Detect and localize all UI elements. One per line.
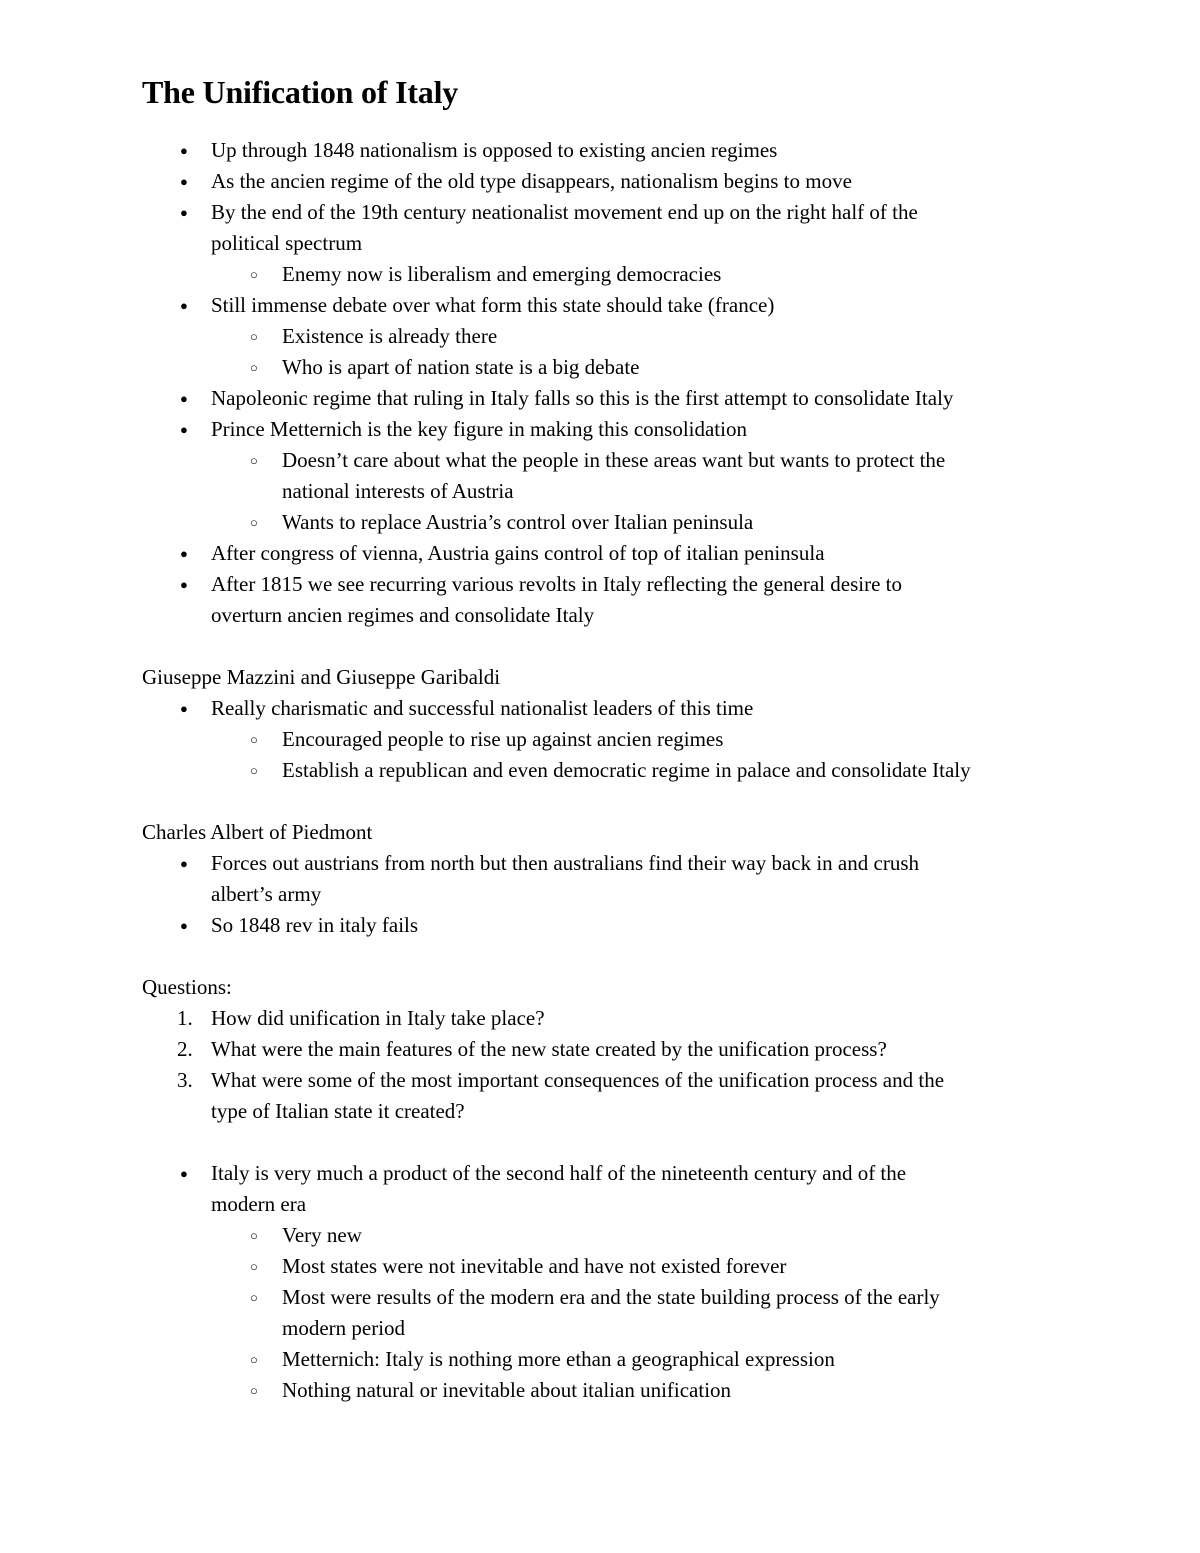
- bullet-item: [142, 569, 1102, 600]
- section-mazzini-garibaldi: [142, 693, 1102, 786]
- continuation-line: [142, 1189, 1102, 1220]
- filled-bullet-icon: ●: [180, 422, 188, 437]
- bullet-item: [142, 259, 1102, 290]
- item-text: How did unification in Italy take place?: [211, 1006, 545, 1030]
- hollow-bullet-icon: ○: [250, 329, 258, 344]
- item-text: type of Italian state it created?: [211, 1099, 465, 1123]
- spacer: [142, 941, 1102, 972]
- item-text: Up through 1848 nationalism is opposed to existing ancien regimes: [211, 138, 778, 162]
- item-text: As the ancien regime of the old type disappears, nationalism begins to move: [211, 169, 852, 193]
- item-text: national interests of Austria: [282, 479, 514, 503]
- item-text: Establish a republican and even democratic regime in palace and consolidate Italy: [282, 758, 971, 782]
- section-questions: [142, 1003, 1102, 1127]
- section-heading-charles-albert: Charles Albert of Piedmont: [142, 820, 373, 844]
- filled-bullet-icon: ●: [180, 1166, 188, 1181]
- bullet-item: [142, 1282, 1102, 1313]
- filled-bullet-icon: ●: [180, 143, 188, 158]
- item-text: Metternich: Italy is nothing more ethan a geographical expression: [282, 1347, 835, 1371]
- filled-bullet-icon: ●: [180, 174, 188, 189]
- continuation-line: [142, 228, 1102, 259]
- bullet-item: [142, 910, 1102, 941]
- item-text: Still immense debate over what form this state should take (france): [211, 293, 775, 317]
- hollow-bullet-icon: ○: [250, 1259, 258, 1274]
- item-text: Very new: [282, 1223, 362, 1247]
- bullet-item: [142, 352, 1102, 383]
- item-text: Really charismatic and successful nationalist leaders of this time: [211, 696, 754, 720]
- continuation-line: [142, 879, 1102, 910]
- bullet-item: [142, 445, 1102, 476]
- filled-bullet-icon: ●: [180, 856, 188, 871]
- hollow-bullet-icon: ○: [250, 1290, 258, 1305]
- numbered-item: [142, 1065, 1102, 1096]
- numbered-item: [142, 1034, 1102, 1065]
- continuation-line: [142, 1096, 1102, 1127]
- list-number: 1.: [177, 1006, 193, 1030]
- item-text: modern period: [282, 1316, 406, 1340]
- bullet-item: [142, 321, 1102, 352]
- bullet-item: [142, 1375, 1102, 1406]
- item-text: Napoleonic regime that ruling in Italy falls so this is the first attempt to consolidate Italy: [211, 386, 954, 410]
- hollow-bullet-icon: ○: [250, 763, 258, 778]
- hollow-bullet-icon: ○: [250, 732, 258, 747]
- item-text: Encouraged people to rise up against ancien regimes: [282, 727, 724, 751]
- item-text: Italy is very much a product of the second half of the nineteenth century and of the: [211, 1161, 907, 1185]
- bullet-item: [142, 414, 1102, 445]
- filled-bullet-icon: ●: [180, 391, 188, 406]
- item-text: modern era: [211, 1192, 307, 1216]
- section-italy-modern-era: [142, 1158, 1102, 1406]
- hollow-bullet-icon: ○: [250, 453, 258, 468]
- filled-bullet-icon: ●: [180, 546, 188, 561]
- hollow-bullet-icon: ○: [250, 267, 258, 282]
- bullet-item: [142, 1344, 1102, 1375]
- bullet-item: [142, 197, 1102, 228]
- continuation-line: [142, 1313, 1102, 1344]
- item-text: albert’s army: [211, 882, 322, 906]
- item-text: So 1848 rev in italy fails: [211, 913, 419, 937]
- item-text: Enemy now is liberalism and emerging democracies: [282, 262, 722, 286]
- spacer: [142, 1127, 1102, 1158]
- document-title: The Unification of Italy: [142, 74, 459, 110]
- filled-bullet-icon: ●: [180, 298, 188, 313]
- numbered-item: [142, 1003, 1102, 1034]
- hollow-bullet-icon: ○: [250, 360, 258, 375]
- item-text: Most were results of the modern era and the state building process of the early: [282, 1285, 940, 1309]
- hollow-bullet-icon: ○: [250, 1383, 258, 1398]
- continuation-line: [142, 476, 1102, 507]
- list-number: 2.: [177, 1037, 193, 1061]
- section-heading-questions: Questions:: [142, 975, 232, 999]
- filled-bullet-icon: ●: [180, 918, 188, 933]
- bullet-item: [142, 755, 1102, 786]
- item-text: Most states were not inevitable and have not existed forever: [282, 1254, 787, 1278]
- item-text: Nothing natural or inevitable about italian unification: [282, 1378, 732, 1402]
- list-number: 3.: [177, 1068, 193, 1092]
- item-text: Forces out austrians from north but then australians find their way back in and crush: [211, 851, 919, 875]
- bullet-item: [142, 507, 1102, 538]
- hollow-bullet-icon: ○: [250, 515, 258, 530]
- filled-bullet-icon: ●: [180, 701, 188, 716]
- bullet-item: [142, 1158, 1102, 1189]
- item-text: After congress of vienna, Austria gains control of top of italian peninsula: [211, 541, 825, 565]
- spacer: [142, 786, 1102, 817]
- item-text: What were the main features of the new state created by the unification process?: [211, 1037, 887, 1061]
- hollow-bullet-icon: ○: [250, 1228, 258, 1243]
- spacer: [142, 631, 1102, 662]
- continuation-line: [142, 600, 1102, 631]
- bullet-item: [142, 166, 1102, 197]
- item-text: Doesn’t care about what the people in these areas want but wants to protect the: [282, 448, 946, 472]
- bullet-item: [142, 724, 1102, 755]
- item-text: overturn ancien regimes and consolidate Italy: [211, 603, 595, 627]
- bullet-item: [142, 848, 1102, 879]
- item-text: Wants to replace Austria’s control over Italian peninsula: [282, 510, 754, 534]
- bullet-item: [142, 1251, 1102, 1282]
- document-page: [142, 70, 1102, 1406]
- bullet-item: [142, 290, 1102, 321]
- bullet-item: [142, 135, 1102, 166]
- bullet-item: [142, 383, 1102, 414]
- item-text: What were some of the most important consequences of the unification process and the: [211, 1068, 945, 1092]
- item-text: By the end of the 19th century neationalist movement end up on the right half of the: [211, 200, 918, 224]
- filled-bullet-icon: ●: [180, 577, 188, 592]
- bullet-item: [142, 538, 1102, 569]
- item-text: Existence is already there: [282, 324, 498, 348]
- hollow-bullet-icon: ○: [250, 1352, 258, 1367]
- filled-bullet-icon: ●: [180, 205, 188, 220]
- item-text: Who is apart of nation state is a big debate: [282, 355, 640, 379]
- bullet-item: [142, 693, 1102, 724]
- item-text: After 1815 we see recurring various revolts in Italy reflecting the general desire to: [211, 572, 902, 596]
- section-nationalism: [142, 135, 1102, 631]
- item-text: Prince Metternich is the key figure in making this consolidation: [211, 417, 747, 441]
- section-heading-mazzini-garibaldi: Giuseppe Mazzini and Giuseppe Garibaldi: [142, 665, 501, 689]
- item-text: political spectrum: [211, 231, 363, 255]
- section-charles-albert: [142, 848, 1102, 941]
- bullet-item: [142, 1220, 1102, 1251]
